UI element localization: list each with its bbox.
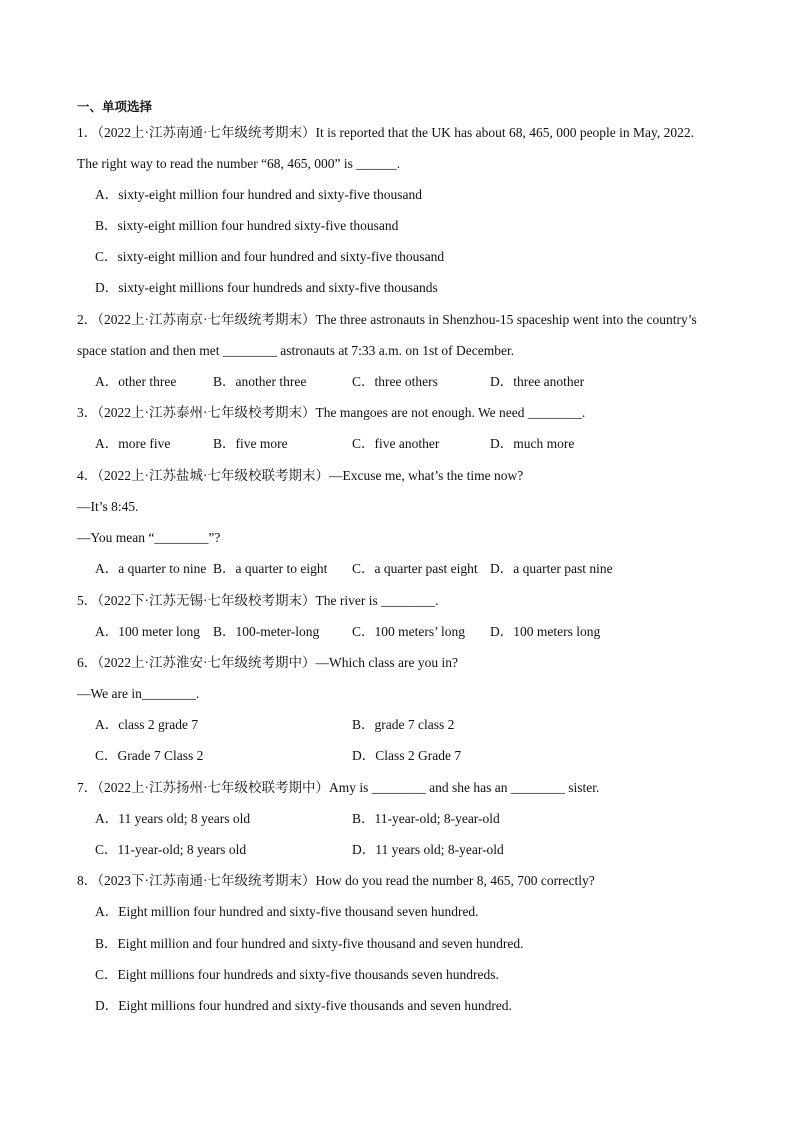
question-6-option-b: B．grade 7 class 2 xyxy=(352,717,455,732)
question-4-option-d: D．a quarter past nine xyxy=(490,561,613,576)
question-7-option-d: D．11 years old; 8-year-old xyxy=(352,842,504,857)
question-6-option-c: C．Grade 7 Class 2 xyxy=(95,748,204,763)
question-8-stem-line-1: 8．（2023下·江苏南通·七年级统考期末）How do you read the number 8, 465, 700 correctly? xyxy=(77,873,595,888)
question-8-option-c: C．Eight millions four hundreds and sixty-five thousands seven hundreds. xyxy=(95,967,499,982)
question-7-option-a: A．11 years old; 8 years old xyxy=(95,811,251,826)
question-4-stem-line-3: —You mean “________”? xyxy=(77,530,221,545)
question-2-option-a: A．other three xyxy=(95,374,177,389)
question-8-option-b: B．Eight million and four hundred and sixty-five thousand and seven hundred. xyxy=(95,936,524,951)
section-title: 一、单项选择 xyxy=(77,99,153,114)
question-2-stem-line-1: 2．（2022上·江苏南京·七年级统考期末）The three astronauts in Shenzhou-15 spaceship went into the country’s xyxy=(77,312,697,327)
question-6-stem-line-2: —We are in________. xyxy=(77,686,200,701)
question-3-stem-line-1: 3．（2022上·江苏泰州·七年级校考期末）The mangoes are not enough. We need ________. xyxy=(77,405,586,420)
question-5-option-c: C．100 meters’ long xyxy=(352,624,465,639)
question-2-stem-line-2: space station and then met ________ astronauts at 7:33 a.m. on 1st of December. xyxy=(77,343,515,358)
question-2-option-c: C．three others xyxy=(352,374,438,389)
question-2-option-b: B．another three xyxy=(213,374,307,389)
question-7-stem-line-1: 7．（2022上·江苏扬州·七年级校联考期中）Amy is ________ and she has an ________ sister. xyxy=(77,780,600,795)
question-3-option-b: B．five more xyxy=(213,436,288,451)
question-5-option-b: B．100-meter-long xyxy=(213,624,320,639)
question-3-option-d: D．much more xyxy=(490,436,575,451)
question-4-option-c: C．a quarter past eight xyxy=(352,561,478,576)
question-6-stem-line-1: 6．（2022上·江苏淮安·七年级统考期中）—Which class are you in? xyxy=(77,655,458,670)
question-8-option-d: D．Eight millions four hundred and sixty-five thousands and seven hundred. xyxy=(95,998,512,1013)
question-8-option-a: A．Eight million four hundred and sixty-five thousand seven hundred. xyxy=(95,904,479,919)
question-2-option-d: D．three another xyxy=(490,374,585,389)
question-6-option-d: D．Class 2 Grade 7 xyxy=(352,748,462,763)
question-1-stem-line-2: The right way to read the number “68, 465, 000” is ______. xyxy=(77,156,401,171)
question-1-option-a: A．sixty-eight million four hundred and sixty-five thousand xyxy=(95,187,422,202)
question-6-option-a: A．class 2 grade 7 xyxy=(95,717,199,732)
question-4-stem-line-2: —It’s 8:45. xyxy=(77,499,139,514)
question-1-stem-line-1: 1．（2022上·江苏南通·七年级统考期末）It is reported that the UK has about 68, 465, 000 people in May, 2022. xyxy=(77,125,695,140)
question-4-option-b: B．a quarter to eight xyxy=(213,561,328,576)
question-1-option-d: D．sixty-eight millions four hundreds and sixty-five thousands xyxy=(95,280,438,295)
question-4-stem-line-1: 4．（2022上·江苏盐城·七年级校联考期末）—Excuse me, what’s the time now? xyxy=(77,468,524,483)
question-5-option-d: D．100 meters long xyxy=(490,624,601,639)
question-1-option-c: C．sixty-eight million and four hundred and sixty-five thousand xyxy=(95,249,445,264)
question-3-option-a: A．more five xyxy=(95,436,171,451)
question-7-option-b: B．11-year-old; 8-year-old xyxy=(352,811,500,826)
question-1-option-b: B．sixty-eight million four hundred sixty-five thousand xyxy=(95,218,399,233)
question-5-stem-line-1: 5．（2022下·江苏无锡·七年级校考期末）The river is ________. xyxy=(77,593,439,608)
question-4-option-a: A．a quarter to nine xyxy=(95,561,207,576)
question-5-option-a: A．100 meter long xyxy=(95,624,200,639)
question-7-option-c: C．11-year-old; 8 years old xyxy=(95,842,247,857)
question-3-option-c: C．five another xyxy=(352,436,440,451)
